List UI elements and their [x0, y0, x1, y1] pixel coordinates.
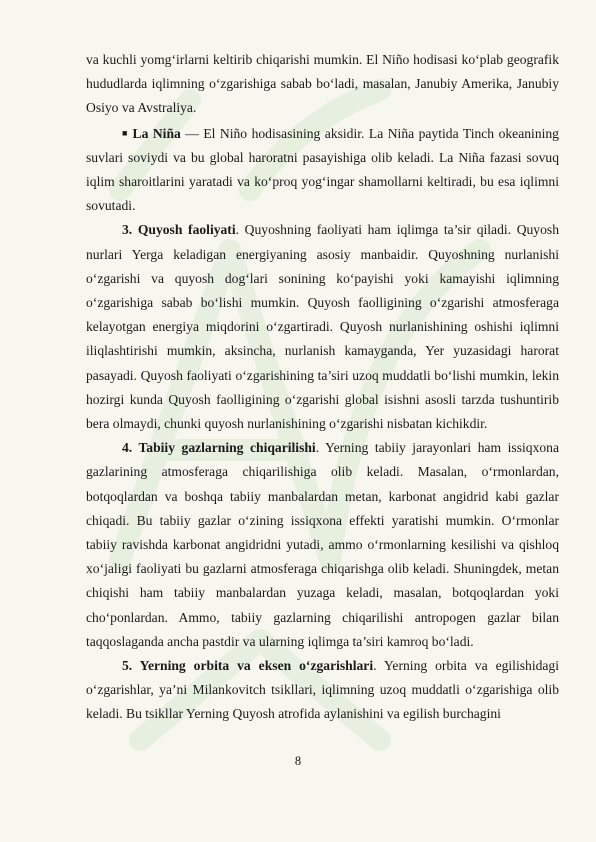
- bullet-text: — El Niño hodisasining aksidir. La Niña paytida Tinch okeanining suvlari soviydi va bu global haroratni pasayishiga olib keladi. La Niña fazasi sovuq iqlim sharoitlarini yaratadi va ko‘proq yog‘ingar shamollarni keltiradi, bu esa iqlimni sovutadi.: [86, 125, 559, 214]
- document-body: [86, 48, 559, 727]
- section-natural-gases: [86, 436, 559, 654]
- page-number: 8: [294, 754, 302, 768]
- section-text: . Yerning tabiiy jarayonlari ham issiqxona gazlarining atmosferaga chiqarilishiga olib keladi. Masalan, o‘rmonlardan, botqoqlardan va boshqa tabiiy manbalardan metan, karbonat angidrid kabi gazlar chiqadi. Bu tabiiy gazlar o‘zining issiqxona effekti yaratishi mumkin. O‘rmonlar tabiiy ravishda karbonat angidridni yutadi, ammo o‘rmonlarning kesilishi va qishloq xo‘jaligi faoliyati bu gazlarni atmosferaga chiqarishga olib keladi. Shuningdek, metan chiqishi ham tabiiy manbalardan yuzaga keladi, masalan, botqoqlardan yoki cho‘ponlardan. Ammo, tabiiy gazlarning chiqarilishi antropogen gazlar bilan taqqoslaganda ancha pastdir va ularning iqlimga ta’siri kamroq bo‘ladi.: [86, 440, 559, 649]
- section-heading: 4. Tabiiy gazlarning chiqarilishi: [122, 440, 316, 456]
- section-solar-activity: [86, 218, 559, 436]
- section-heading: 5. Yerning orbita va eksen o‘zgarishlari: [122, 658, 374, 674]
- section-orbit-axis: [86, 654, 559, 727]
- bullet-la-nina: [86, 121, 559, 219]
- paragraph-intro: va kuchli yomg‘irlarni keltirib chiqarishi mumkin. El Niño hodisasi ko‘plab geografik hududlarda iqlimning o‘zgarishiga sabab bo‘ladi, masalan, Janubiy Amerika, Janubiy Osiyo va Avstraliya.: [86, 52, 559, 116]
- section-text: . Quyoshning faoliyati ham iqlimga ta’sir qiladi. Quyosh nurlari Yerga keladigan energiyaning asosiy manbaidir. Quyoshning nurlanishi o‘zgarishi va quyosh dog‘lari sonining ko‘payishi yoki kamayishi iqlimning o‘zgarishiga sabab bo‘lishi mumkin. Quyosh faolligining o‘zgarishi atmosferaga kelayotgan energiya miqdorini o‘zgartiradi. Quyosh nurlanishining oshishi iqlimni iliqlashtirishi mumkin, aksincha, nurlanish kamayganda, Yer yuzasidagi harorat pasayadi. Quyosh faoliyati o‘zgarishining ta’siri uzoq muddatli bo‘lishi mumkin, lekin hozirgi kunda Quyosh faolligining o‘zgarishi global isishni asosli tarzda tushuntirib bera olmaydi, chunki quyosh nurlanishining o‘zgarishi nisbatan kichikdir.: [86, 222, 559, 432]
- bullet-title: La Niña: [132, 125, 181, 141]
- section-heading: 3. Quyosh faoliyati: [122, 222, 236, 238]
- bullet-icon: ■: [122, 127, 129, 138]
- section-text: . Yerning orbita va egilishidagi o‘zgarishlar, ya’ni Milankovitch tsikllari, iqlimning uzoq muddatli o‘zgarishiga olib keladi. Bu tsikllar Yerning Quyosh atrofida aylanishini va egilish burchagini: [86, 658, 560, 722]
